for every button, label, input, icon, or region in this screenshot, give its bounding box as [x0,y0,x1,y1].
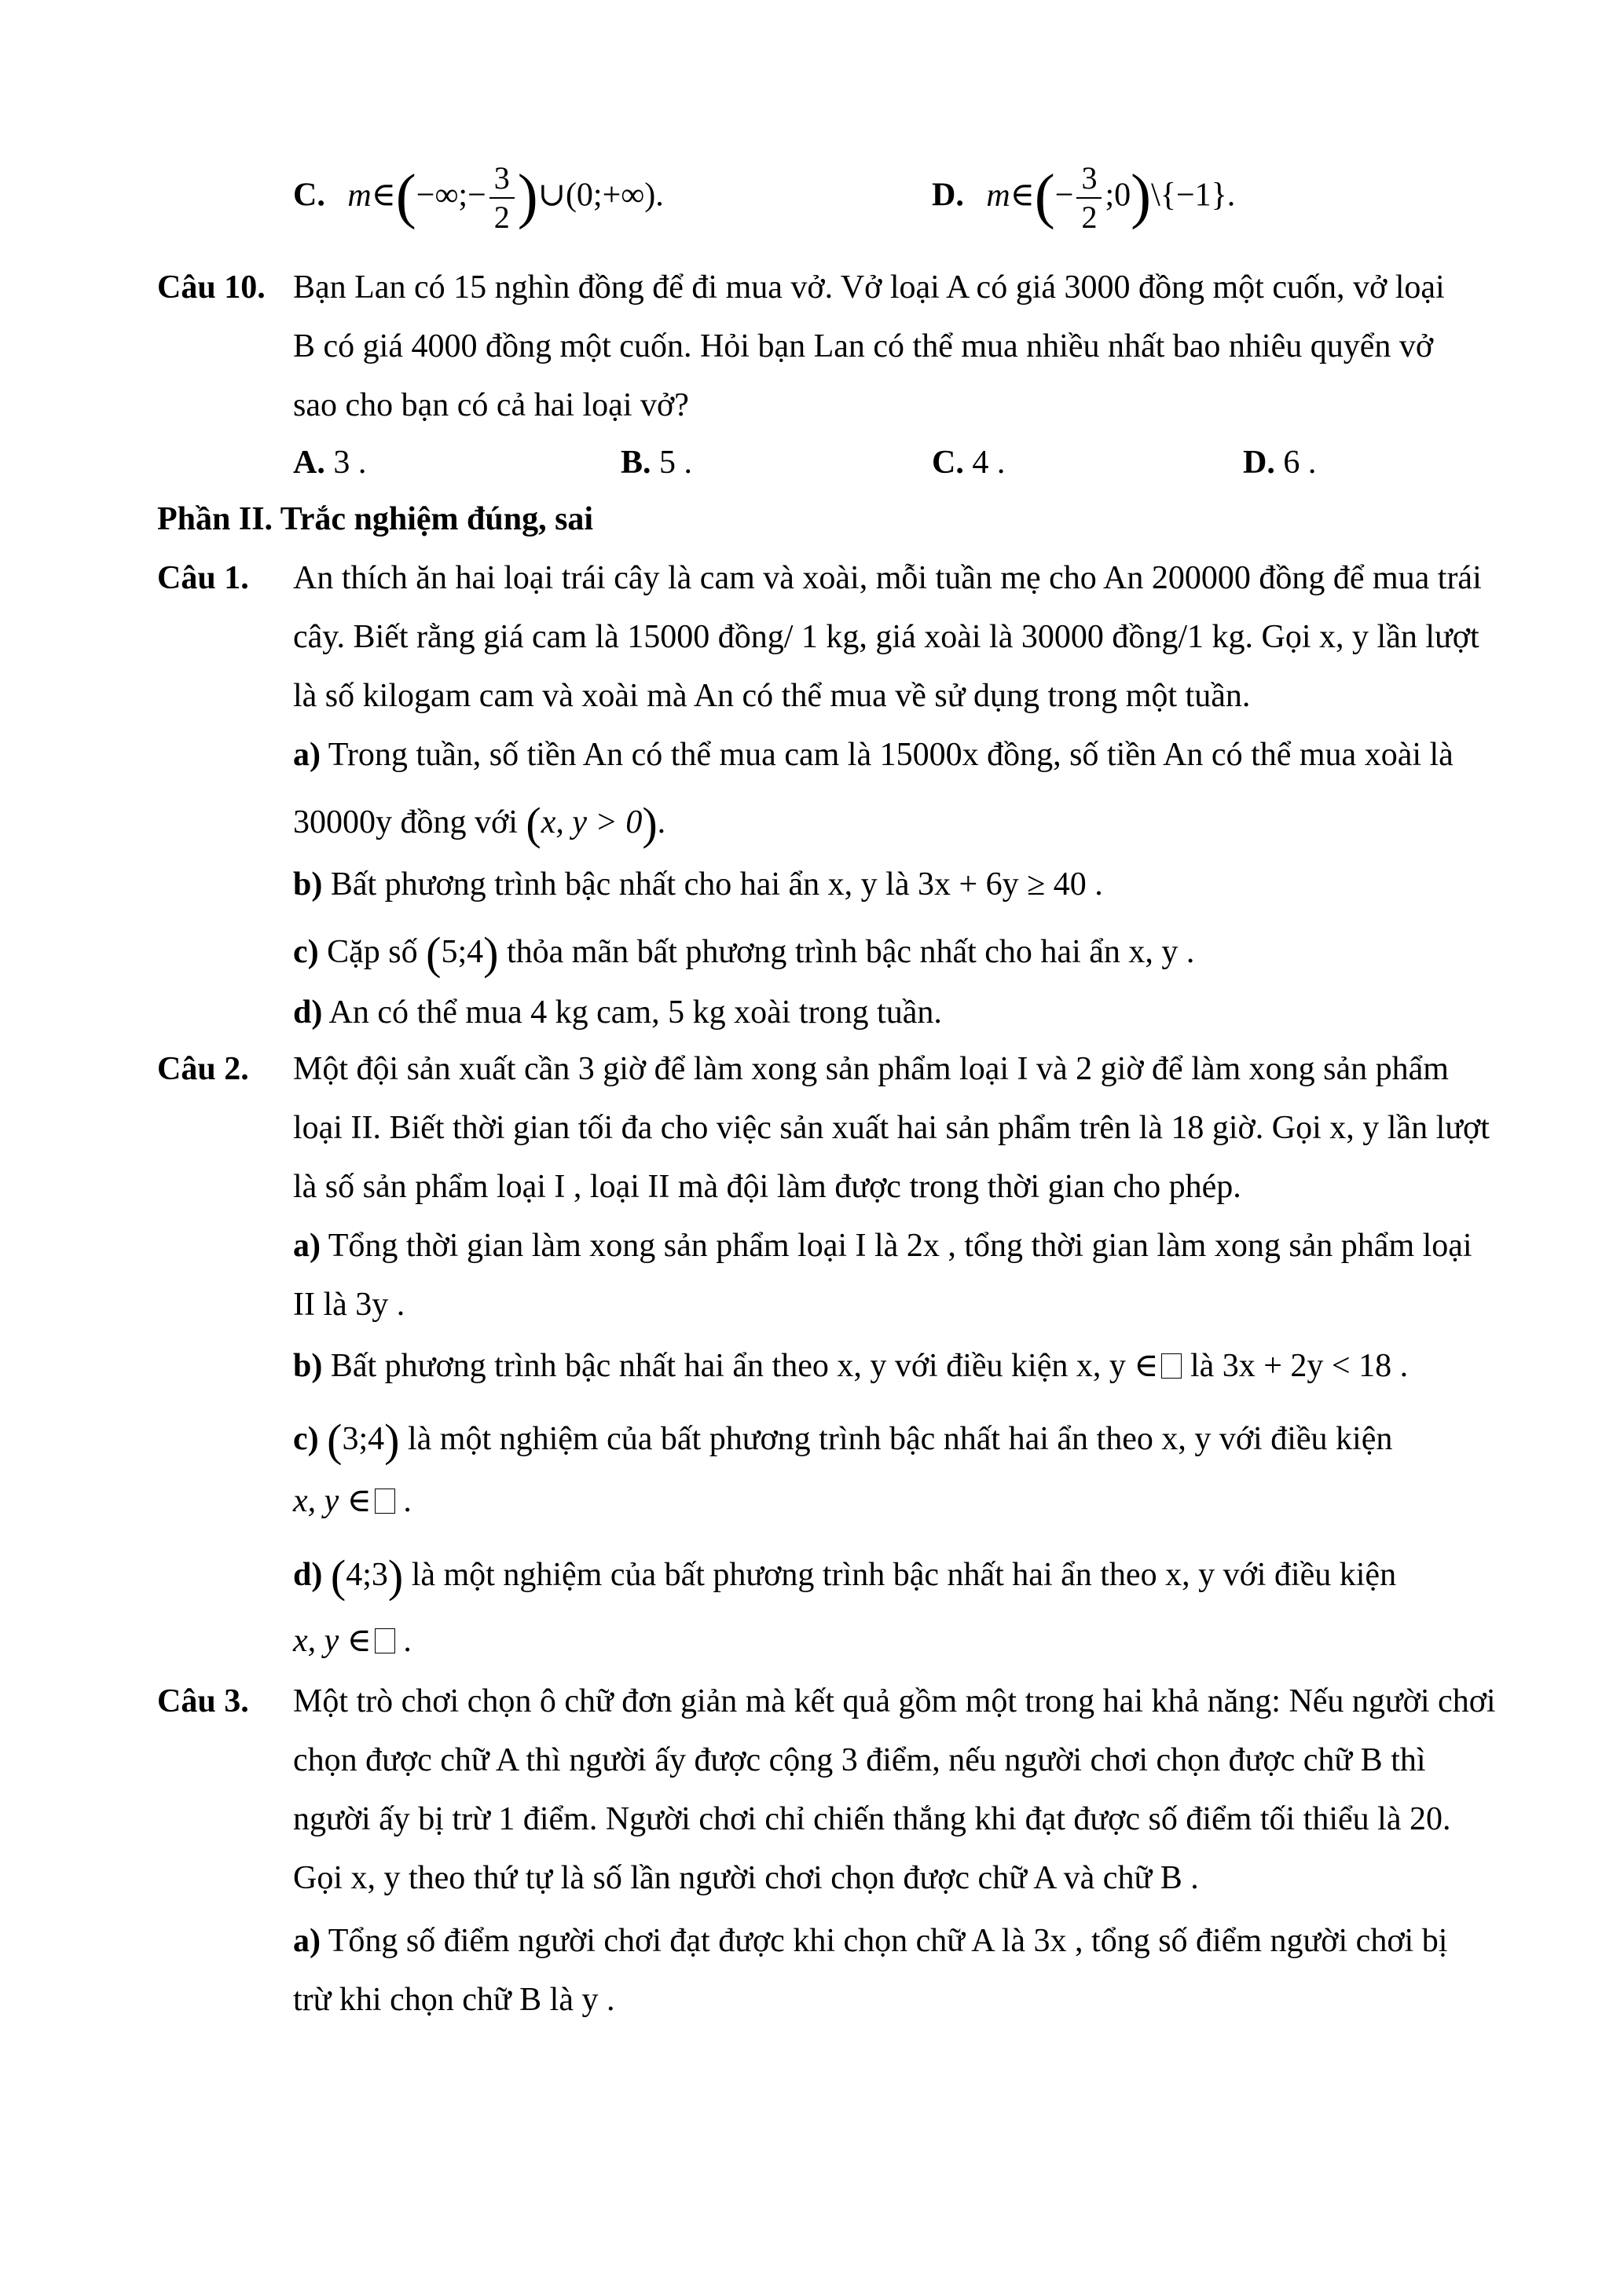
question-label: Câu 10. [157,269,266,306]
statement-a [293,1229,1472,1262]
statement-text: An có thể mua 4 kg cam, 5 kg xoài trong tuần. [328,994,942,1031]
statement-label: a) [293,1923,321,1959]
statement-d [293,996,942,1029]
statement-c [293,928,1195,979]
math-symbol: ∈ [371,177,396,214]
question-text: Bạn Lan có 15 nghìn đồng để đi mua vở. Vở loại A có giá 3000 đồng một cuốn, vở loại [293,269,1445,306]
option-value: 3 . [333,445,367,481]
statement-label: c) [293,1421,319,1457]
section-heading: Phần II. Trắc nghiệm đúng, sai [157,501,594,537]
option-label: A. [293,445,325,481]
option-value: 4 . [972,445,1006,481]
option-label: B. [621,445,651,481]
math-symbol: ∈ [1010,177,1035,214]
paren: ( [327,1415,343,1466]
question-text: sao cho bạn có cả hai loại vở? [293,387,689,423]
statement-text: là một nghiệm của bất phương trình bậc nhất hai ẩn theo x, y với điều kiện [407,1421,1393,1457]
question-text: chọn được chữ A thì người ấy được cộng 3 điểm, nếu người chơi chọn được chữ B thì [293,1742,1426,1778]
paren: ( [426,928,442,979]
statement-text: Bất phương trình bậc nhất hai ẩn theo x, y với điều kiện x, y ∈ [330,1348,1159,1384]
question-text: loại II. Biết thời gian tối đa cho việc sản xuất hai sản phẩm trên là 18 giờ. Gọi x, y lần lượt [293,1110,1490,1146]
paren: ) [1131,161,1152,230]
math-pair: 5;4 [441,934,484,970]
math-variable: m [986,177,1010,214]
statement-d [293,1551,1397,1602]
option-label: D. [932,177,964,214]
question-text: là số sản phẩm loại I , loại II mà đội làm được trong thời gian cho phép. [293,1169,1241,1205]
math-pair: 4;3 [346,1557,388,1593]
q9-option-c [293,161,664,235]
statement-c-cont [293,1485,412,1518]
question-text: là số kilogam cam và xoài mà An có thể mua về sử dụng trong một tuần. [293,678,1251,714]
paren: ( [330,1551,346,1602]
punct: . [403,1483,412,1519]
statement-label: b) [293,1348,323,1384]
paren: ) [517,161,538,230]
statement-label: a) [293,1228,321,1264]
missing-glyph-box [375,1628,395,1653]
statement-text: Trong tuần, số tiền An có thể mua cam là 15000x đồng, số tiền An có thể mua xoài là [328,737,1454,773]
question-text: An thích ăn hai loại trái cây là cam và xoài, mỗi tuần mẹ cho An 200000 đồng để mua trái [293,560,1482,596]
option-label: D. [1243,445,1275,481]
missing-glyph-box [1161,1353,1182,1379]
math-interval: (0;+∞) [565,177,656,214]
fraction-numerator: 3 [489,161,515,199]
math-text: − [1054,177,1074,214]
statement-label: d) [293,1557,323,1593]
q9-option-d [932,161,1235,235]
statement-label: c) [293,934,319,970]
fraction [1076,161,1102,235]
paren: ) [384,1415,400,1466]
answer-option [621,446,692,479]
fraction-denominator: 2 [493,200,510,235]
question-text: người ấy bị trừ 1 điểm. Người chơi chỉ chiến thắng khi đạt được số điểm tối thiểu là 20. [293,1801,1451,1837]
math-condition: x, y > 0 [541,804,643,840]
question-text: Gọi x, y theo thứ tự là số lần người chơi chọn được chữ A và chữ B . [293,1860,1199,1896]
statement-c [293,1415,1393,1466]
question-text: B có giá 4000 đồng một cuốn. Hỏi bạn Lan có thể mua nhiều nhất bao nhiêu quyển vở [293,328,1434,364]
paren: ) [483,928,499,979]
missing-glyph-box [375,1489,395,1514]
question-text: cây. Biết rằng giá cam là 15000 đồng/ 1 kg, giá xoài là 30000 đồng/1 kg. Gọi x, y lần lượt [293,619,1479,655]
punct: . [655,177,664,214]
statement-text: là 3x + 2y < 18 . [1190,1348,1409,1384]
punct: . [657,804,666,840]
math-symbol: ∪ [537,177,566,214]
statement-text: là một nghiệm của bất phương trình bậc nhất hai ẩn theo x, y với điều kiện [411,1557,1397,1593]
statement-b [293,868,1103,901]
statement-text: 30000y đồng với [293,804,518,840]
statement-a-cont [293,798,666,849]
paren: ) [387,1551,404,1602]
statement-label: b) [293,866,323,903]
paren: ( [526,798,541,849]
statement-b [293,1349,1408,1382]
option-value: 5 . [659,445,693,481]
math-condition: x, y ∈ [293,1623,372,1659]
punct: . [1226,177,1236,214]
fraction-numerator: 3 [1076,161,1102,199]
question-text: Một trò chơi chọn ô chữ đơn giản mà kết quả gồm một trong hai khả năng: Nếu người chơi [293,1683,1496,1719]
fraction-denominator: 2 [1081,200,1098,235]
statement-a [293,738,1454,771]
fraction [489,161,515,235]
statement-text: Bất phương trình bậc nhất cho hai ẩn x, y là 3x + 6y ≥ 40 . [330,866,1103,903]
answer-option [932,446,1005,479]
math-pair: 3;4 [342,1421,385,1457]
option-value: 6 . [1283,445,1317,481]
paren: ( [1034,161,1055,230]
statement-label: a) [293,737,321,773]
punct: . [403,1623,412,1659]
answer-option [293,446,366,479]
paren: ) [642,798,658,849]
option-label: C. [932,445,964,481]
question-label: Câu 2. [157,1051,249,1087]
statement-text: thỏa mãn bất phương trình bậc nhất cho hai ẩn x, y . [506,934,1195,970]
answer-option [1243,446,1316,479]
statement-a-cont: II là 3y . [293,1287,405,1323]
math-condition: x, y ∈ [293,1483,372,1519]
option-label: C. [293,177,325,214]
math-text: ;0 [1105,177,1131,214]
statement-label: d) [293,994,323,1031]
statement-a [293,1924,1447,1957]
paren: ( [395,161,416,230]
question-label: Câu 3. [157,1683,249,1719]
math-variable: m [347,177,372,214]
statement-a-cont: trừ khi chọn chữ B là y . [293,1982,615,2018]
statement-text: Tổng thời gian làm xong sản phẩm loại I là 2x , tổng thời gian làm xong sản phẩm loại [328,1228,1472,1264]
math-setminus: \{−1} [1151,177,1227,214]
statement-text: Tổng số điểm người chơi đạt được khi chọn chữ A là 3x , tổng số điểm người chơi bị [328,1923,1448,1959]
math-text: −∞;− [416,177,486,214]
statement-text: Cặp số [327,934,418,970]
question-text: Một đội sản xuất cần 3 giờ để làm xong sản phẩm loại I và 2 giờ để làm xong sản phẩm [293,1051,1449,1087]
statement-d-cont [293,1624,412,1657]
question-label: Câu 1. [157,560,249,596]
